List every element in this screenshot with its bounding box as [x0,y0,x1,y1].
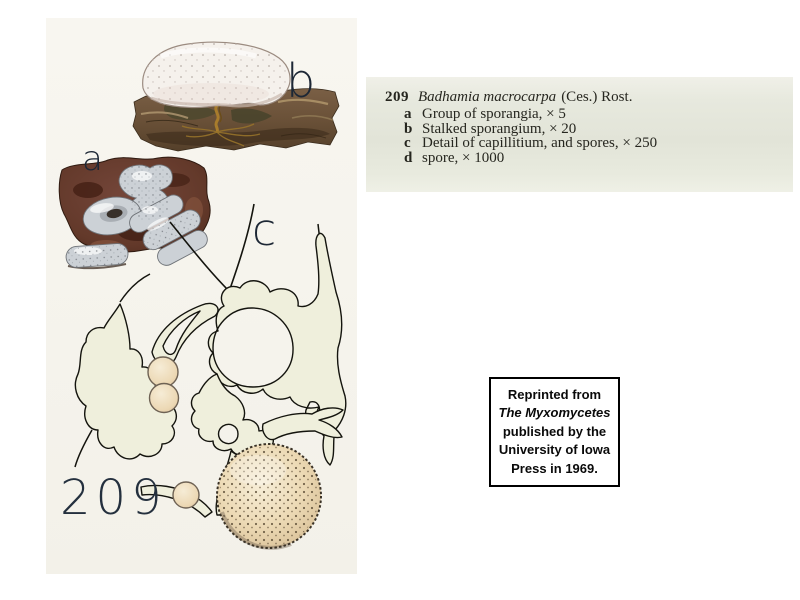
reprint-line: Press in 1969. [511,460,598,476]
caption-item-letter: d [404,149,413,166]
caption-item-text: Group of sporangia, × 5 [422,106,566,122]
illustration-plate [46,18,357,574]
caption-authority: (Ces.) Rost. [561,89,633,105]
caption-item-text: Stalked sporangium, × 20 [422,120,577,137]
spore-large-figure-d [217,444,321,548]
caption-item-a [404,107,657,122]
caption-item-letter: b [404,120,413,137]
caption-species: Badhamia macrocarpa [418,89,557,105]
reprint-book-title: The Myxomycetes [498,405,611,421]
caption-items [404,107,657,165]
caption-item-letter: a [404,106,412,122]
caption-item-d [404,151,657,166]
reprint-line: Reprinted from [507,386,602,402]
caption-item-c [404,136,657,151]
reprint-line: University of Iowa [498,442,611,458]
reprint-box [489,377,620,487]
caption-item-text: Detail of capillitium, and spores, × 250 [422,135,658,152]
caption-item-letter: c [404,135,411,152]
figure-number: 209 [60,470,167,526]
sporangium-cap [143,42,290,107]
reprint-line: published by the [502,423,607,439]
figure-label-b: b [286,54,316,108]
caption-item-text: spore, × 1000 [422,149,505,166]
figure-label-c: c [252,205,277,256]
caption-title [385,90,632,105]
caption-item-b [404,122,657,137]
caption-panel [366,77,793,192]
caption-number: 209 [385,89,409,105]
figure-label-a: a [82,139,103,179]
